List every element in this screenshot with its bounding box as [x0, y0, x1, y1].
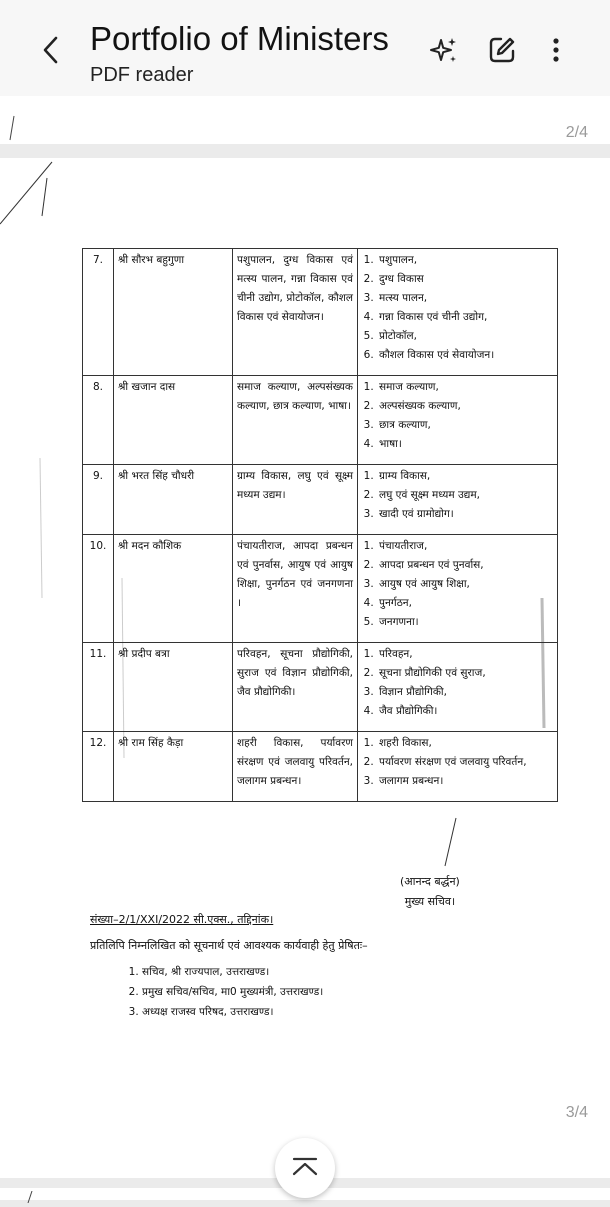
portfolio-text: पशुपालन, दुग्ध विकास एवं मत्स्य पालन, गन्ना विकास एवं चीनी उद्योग, प्रोटोकॉल, कौशल विकास एवं सेवायोजन। — [233, 249, 358, 376]
copy-recipients-list — [120, 962, 323, 1022]
list-item: 6. कौशल विकास एवं सेवायोजन। — [377, 346, 553, 365]
row-number: 11. — [83, 643, 114, 732]
list-item: 3. खादी एवं ग्रामोद्योग। — [377, 505, 553, 524]
portfolio-list-cell — [358, 376, 558, 465]
table-row — [83, 643, 558, 732]
pdf-page — [0, 158, 610, 1178]
list-item: 2. दुग्ध विकास — [377, 270, 553, 289]
portfolio-list-cell — [358, 732, 558, 802]
list-item: 3. आयुष एवं आयुष शिक्षा, — [377, 575, 553, 594]
chevron-left-icon — [36, 30, 68, 70]
list-item: 3. छात्र कल्याण, — [377, 416, 553, 435]
list-item: 4. गन्ना विकास एवं चीनी उद्योग, — [377, 308, 553, 327]
portfolio-list — [362, 251, 553, 365]
portfolio-text: समाज कल्याण, अल्पसंख्यक कल्याण, छात्र कल्याण, भाषा। — [233, 376, 358, 465]
portfolio-text: ग्राम्य विकास, लघु एवं सूक्ष्म मध्यम उद्यम। — [233, 465, 358, 535]
portfolio-text: पंचायतीराज, आपदा प्रबन्धन एवं पुनर्वास, आयुष एवं आयुष शिक्षा, पुनर्गठन एवं जनगणना । — [233, 535, 358, 643]
list-item: 1. पंचायतीराज, — [377, 537, 553, 556]
document-title: Portfolio of Ministers — [90, 20, 389, 57]
reference-number: संख्या–2/1/XXI/2022 सी.एक्स., तद्दिनांक। — [90, 913, 274, 926]
portfolio-list — [362, 537, 553, 632]
row-number: 10. — [83, 535, 114, 643]
list-item: 3. जलागम प्रबन्धन। — [377, 772, 553, 791]
table-row — [83, 465, 558, 535]
portfolio-list-cell — [358, 465, 558, 535]
signature-block — [400, 872, 460, 912]
portfolio-list-cell — [358, 643, 558, 732]
minister-name: श्री भरत सिंह चौधरी — [114, 465, 233, 535]
list-item: 1. शहरी विकास, — [377, 734, 553, 753]
row-number: 12. — [83, 732, 114, 802]
minister-name: श्री राम सिंह कैड़ा — [114, 732, 233, 802]
app-bar — [0, 0, 610, 96]
list-item: 2. पर्यावरण संरक्षण एवं जलवायु परिवर्तन, — [377, 753, 553, 772]
list-item: 2. सूचना प्रौद्योगिकी एवं सुराज, — [377, 664, 553, 683]
list-item: 2. प्रमुख सचिव/सचिव, मा0 मुख्यमंत्री, उत्तराखण्ड। — [142, 982, 323, 1002]
ai-sparkle-icon — [428, 34, 460, 66]
signatory-name: (आनन्द बर्द्धन) — [400, 875, 460, 888]
table-row — [83, 535, 558, 643]
table-row — [83, 732, 558, 802]
table-row — [83, 376, 558, 465]
row-number: 9. — [83, 465, 114, 535]
portfolio-text: शहरी विकास, पर्यावरण संरक्षण एवं जलवायु परिवर्तन, जलागम प्रबन्धन। — [233, 732, 358, 802]
page-indicator-current: 3/4 — [565, 1104, 588, 1121]
back-button[interactable] — [36, 30, 68, 70]
copy-to-line: प्रतिलिपि निम्नलिखित को सूचनार्थ एवं आवश्यक कार्यवाही हेतु प्रेषितः– — [90, 939, 368, 952]
edit-icon — [486, 34, 518, 66]
page-indicator-prev: 2/4 — [565, 124, 588, 141]
edit-button[interactable] — [486, 34, 518, 66]
portfolio-list — [362, 645, 553, 721]
list-item: 4. जैव प्रौद्योगिकी। — [377, 702, 553, 721]
list-item: 2. आपदा प्रबन्धन एवं पुनर्वास, — [377, 556, 553, 575]
list-item: 5. जनगणना। — [377, 613, 553, 632]
list-item: 2. अल्पसंख्यक कल्याण, — [377, 397, 553, 416]
portfolio-list-cell — [358, 249, 558, 376]
portfolio-text: परिवहन, सूचना प्रौद्योगिकी, सुराज एवं विज्ञान प्रौद्योगिकी, जैव प्रौद्योगिकी। — [233, 643, 358, 732]
list-item: 2. लघु एवं सूक्ष्म मध्यम उद्यम, — [377, 486, 553, 505]
list-item: 1. पशुपालन, — [377, 251, 553, 270]
minister-name: श्री खजान दास — [114, 376, 233, 465]
scroll-to-top-icon — [275, 1138, 335, 1198]
portfolio-list — [362, 734, 553, 791]
minister-name: श्री प्रदीप बत्रा — [114, 643, 233, 732]
list-item: 3. विज्ञान प्रौद्योगिकी, — [377, 683, 553, 702]
ministers-table — [82, 248, 558, 802]
previous-page — [0, 96, 610, 144]
page-scan-lines — [0, 96, 610, 144]
scroll-to-top-button[interactable] — [275, 1138, 335, 1198]
list-item: 1. सचिव, श्री राज्यपाल, उत्तराखण्ड। — [142, 962, 323, 982]
more-options-button[interactable] — [540, 34, 572, 66]
list-item: 3. अध्यक्ष राजस्व परिषद, उत्तराखण्ड। — [142, 1002, 323, 1022]
list-item: 4. भाषा। — [377, 435, 553, 454]
list-item: 3. मत्स्य पालन, — [377, 289, 553, 308]
row-number: 8. — [83, 376, 114, 465]
table-row — [83, 249, 558, 376]
signatory-designation: मुख्य सचिव। — [404, 895, 456, 908]
list-item: 4. पुनर्गठन, — [377, 594, 553, 613]
portfolio-list — [362, 467, 553, 524]
more-vert-icon — [540, 34, 572, 66]
list-item: 1. परिवहन, — [377, 645, 553, 664]
list-item: 5. प्रोटोकॉल, — [377, 327, 553, 346]
list-item: 1. समाज कल्याण, — [377, 378, 553, 397]
row-number: 7. — [83, 249, 114, 376]
minister-name: श्री मदन कौशिक — [114, 535, 233, 643]
minister-name: श्री सौरभ बहुगुणा — [114, 249, 233, 376]
list-item: 1. ग्राम्य विकास, — [377, 467, 553, 486]
app-subtitle: PDF reader — [90, 64, 194, 86]
portfolio-list — [362, 378, 553, 454]
ai-button[interactable] — [428, 34, 460, 66]
portfolio-list-cell — [358, 535, 558, 643]
